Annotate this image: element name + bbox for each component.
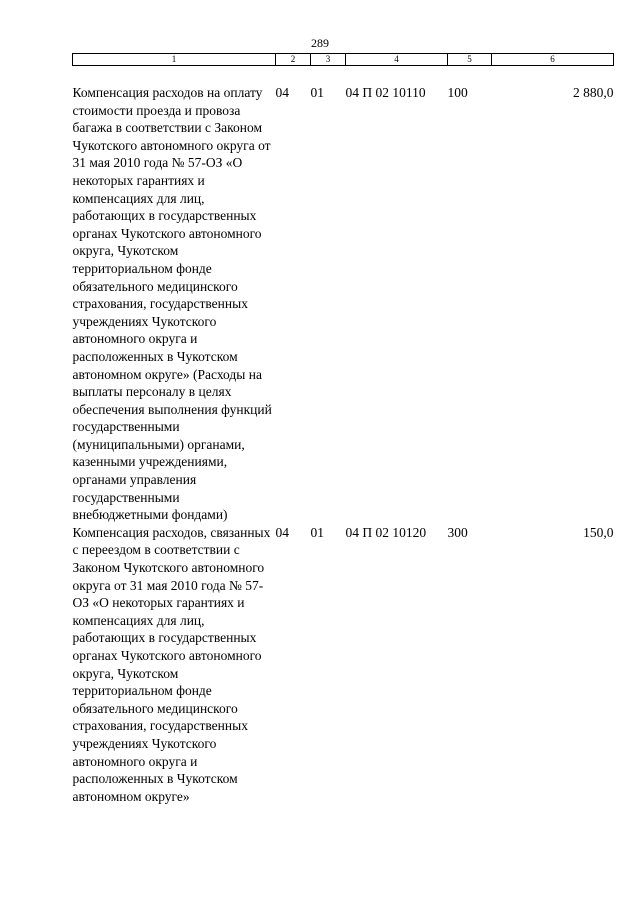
column-number-2: 2	[276, 54, 311, 66]
row-expense-type: 100	[447, 85, 468, 100]
row-section: 04	[275, 85, 289, 100]
column-number-6: 6	[492, 54, 614, 66]
row-amount: 150,0	[583, 524, 614, 540]
column-number-4: 4	[346, 54, 448, 66]
row-amount: 2 880,0	[573, 85, 614, 100]
row-description: Компенсация расходов, связанных с переездом в соответствии с Законом Чукотского автономного округа от 31 мая 2010 года № 57-ОЗ «О некоторых гарантиях и компенсациях для лиц, работающих в государственных органах Чукотского автономного округа, Чукотском территориальном фонде обязательного медицинского страхования, государственных учреждениях Чукотского автономного округа и расположенных в Чукотском автономном округе»	[72, 524, 271, 804]
page-number: 289	[311, 36, 329, 50]
column-number-5: 5	[448, 54, 492, 66]
row-target-article: 04 П 02 10110	[345, 85, 426, 100]
row-target-article: 04 П 02 10120	[345, 524, 427, 540]
budget-table	[72, 53, 614, 805]
row-subsection: 01	[310, 524, 324, 540]
row-expense-type: 300	[447, 524, 468, 540]
table-row	[73, 66, 614, 524]
row-description: Компенсация расходов на оплату стоимости проезда и провоза багажа в соответствии с Законом Чукотского автономного округа от 31 мая 2010 года № 57-ОЗ «О некоторых гарантиях и компенсациях для лиц, работающих в государственных органах Чукотского автономного округа, Чукотском территориальном фонде обязательного медицинского страхования, государственных учреждениях Чукотского автономного округа и расположенных в Чукотском автономном округе» (Расходы на выплаты персоналу в целях обеспечения выполнения функций государственными (муниципальными) органами, казенными учреждениями, органами управления государственными внебюджетными фондами)	[72, 85, 272, 523]
row-section: 04	[275, 524, 289, 540]
column-number-1: 1	[73, 54, 276, 66]
column-number-3: 3	[311, 54, 346, 66]
column-number-row	[73, 54, 614, 66]
table-row	[73, 524, 614, 806]
row-subsection: 01	[310, 85, 324, 100]
